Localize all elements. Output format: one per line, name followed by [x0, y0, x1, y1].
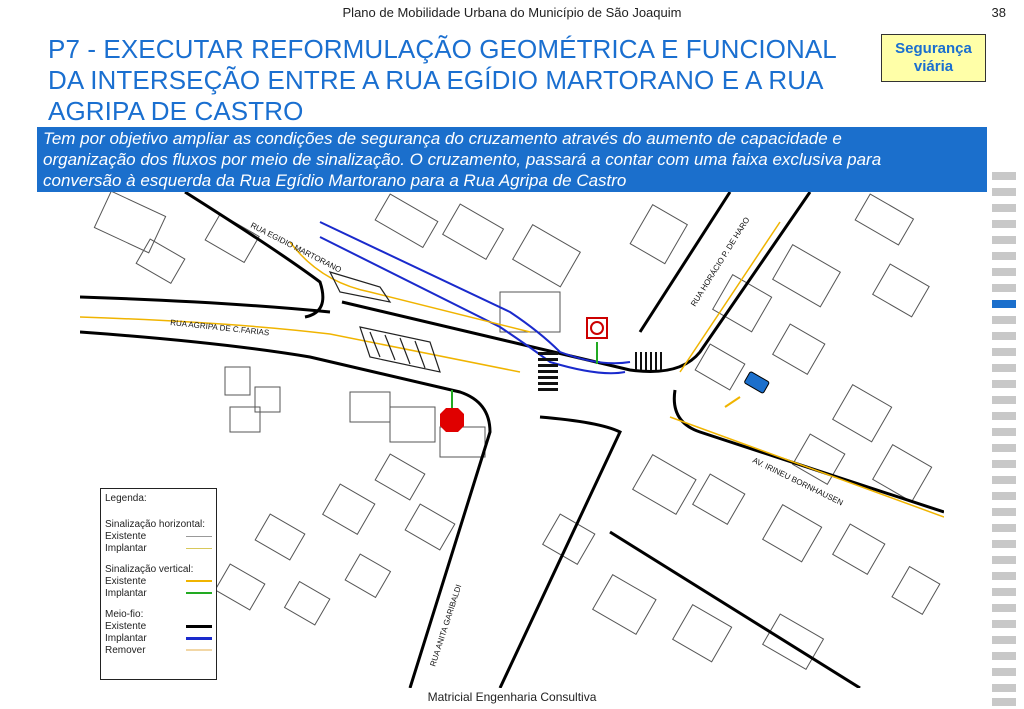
legend-swatch: [186, 637, 212, 640]
legend-group-label: Meio-fio:: [105, 609, 144, 620]
car-icon: [725, 371, 770, 407]
slide-nav-item[interactable]: [992, 428, 1016, 436]
legend-group-label: Sinalização horizontal:: [105, 519, 206, 530]
legend-item-label: Implantar: [105, 632, 147, 644]
legend-swatch: [186, 649, 212, 651]
slide-nav-item[interactable]: [992, 476, 1016, 484]
building-outlines: [94, 192, 939, 669]
slide-nav-item[interactable]: [992, 540, 1016, 548]
legend-swatch: [186, 536, 212, 537]
slide-nav-item[interactable]: [992, 588, 1016, 596]
slide-nav-item[interactable]: [992, 604, 1016, 612]
legend-item: [105, 644, 212, 656]
page-number: 38: [991, 5, 1006, 20]
slide-nav-item[interactable]: [992, 268, 1016, 276]
legend-swatch: [186, 548, 212, 549]
slide-nav-item[interactable]: [992, 252, 1016, 260]
slide-nav-item[interactable]: [992, 284, 1016, 292]
badge-line-2: viária: [913, 58, 954, 75]
legend-item: [105, 632, 212, 644]
legend-item: [105, 620, 212, 632]
street-label-horacio: RUA HORÁCIO P. DE HARO: [689, 215, 752, 309]
legend-item: [105, 587, 212, 599]
legend-item-label: Implantar: [105, 542, 147, 554]
legend-group: [105, 519, 212, 554]
slide-nav-item[interactable]: [992, 220, 1016, 228]
badge-line-1: Segurança: [895, 40, 972, 57]
slide-nav-item[interactable]: [992, 412, 1016, 420]
slide-nav-item[interactable]: [992, 316, 1016, 324]
slide-nav-item-current[interactable]: [992, 300, 1016, 308]
legend-swatch: [186, 592, 212, 594]
title-line-3: AGRIPA DE CASTRO: [48, 96, 304, 126]
legend-swatch: [186, 625, 212, 628]
title-line-1: P7 - EXECUTAR REFORMULAÇÃO GEOMÉTRICA E FUNCIONAL: [48, 34, 837, 64]
slide-nav-item[interactable]: [992, 652, 1016, 660]
legend-item-label: Existente: [105, 575, 147, 587]
legend-item: [105, 575, 212, 587]
street-label-anita: RUA ANITA GARIBALDI: [428, 583, 464, 668]
legend-item: [105, 542, 212, 554]
slide-nav-item[interactable]: [992, 620, 1016, 628]
slide-nav-item[interactable]: [992, 332, 1016, 340]
slide-nav-item[interactable]: [992, 444, 1016, 452]
legend-swatch: [186, 580, 212, 582]
slide-nav-item[interactable]: [992, 364, 1016, 372]
document-footer: Matricial Engenharia Consultiva: [427, 690, 597, 704]
legend-item-label: Remover: [105, 644, 146, 656]
slide-nav-item[interactable]: [992, 492, 1016, 500]
slide-nav-item[interactable]: [992, 380, 1016, 388]
slide-nav-item[interactable]: [992, 348, 1016, 356]
slide-nav-item[interactable]: [992, 636, 1016, 644]
objective-line-3: conversão à esquerda da Rua Egídio Martorano para a Rua Agripa de Castro: [43, 171, 627, 190]
slide-nav-item[interactable]: [992, 668, 1016, 676]
slide-nav-item[interactable]: [992, 188, 1016, 196]
stop-sign-icon: [440, 390, 464, 432]
objective-line-2: organização dos fluxos por meio de sinalização. O cruzamento, passará a contar com uma faixa exclusiva para: [43, 150, 882, 169]
street-label-agripa: RUA AGRIPA DE C.FARIAS: [169, 318, 270, 338]
street-label-ireneu: AV. IRINEU BORNHAUSEN: [751, 455, 845, 508]
slide-nav-item[interactable]: [992, 684, 1016, 692]
title-line-2: DA INTERSEÇÃO ENTRE A RUA EGÍDIO MARTORANO E A RUA: [48, 65, 824, 95]
legend-item-label: Implantar: [105, 587, 147, 599]
slide-nav-item[interactable]: [992, 572, 1016, 580]
legend: [100, 488, 217, 680]
legend-item-label: Existente: [105, 620, 147, 632]
legend-item: [105, 530, 212, 542]
legend-item-label: Existente: [105, 530, 147, 542]
slide-nav-item[interactable]: [992, 698, 1016, 706]
slide-nav-item[interactable]: [992, 172, 1016, 180]
objective-box: [37, 127, 987, 192]
legend-group-label: Sinalização vertical:: [105, 564, 194, 575]
category-badge: [881, 34, 986, 82]
legend-group: [105, 609, 212, 656]
regulatory-sign-icon: [587, 318, 607, 364]
legend-group: [105, 564, 212, 599]
objective-line-1: Tem por objetivo ampliar as condições de segurança do cruzamento através do aumento de capacidade e: [43, 129, 842, 148]
document-header: Plano de Mobilidade Urbana do Município de São Joaquim: [342, 5, 682, 20]
road-lines: [80, 222, 944, 517]
slide-nav-item[interactable]: [992, 204, 1016, 212]
page-title: [48, 34, 868, 127]
legend-title: Legenda:: [105, 493, 147, 504]
slide-nav-item[interactable]: [992, 524, 1016, 532]
slide-nav-item[interactable]: [992, 508, 1016, 516]
street-label-egidio: RUA EGIDIO MARTORANO: [249, 220, 343, 275]
slide-nav-item[interactable]: [992, 460, 1016, 468]
slide-nav-item[interactable]: [992, 556, 1016, 564]
slide-nav-item[interactable]: [992, 236, 1016, 244]
slide-nav-item[interactable]: [992, 396, 1016, 404]
